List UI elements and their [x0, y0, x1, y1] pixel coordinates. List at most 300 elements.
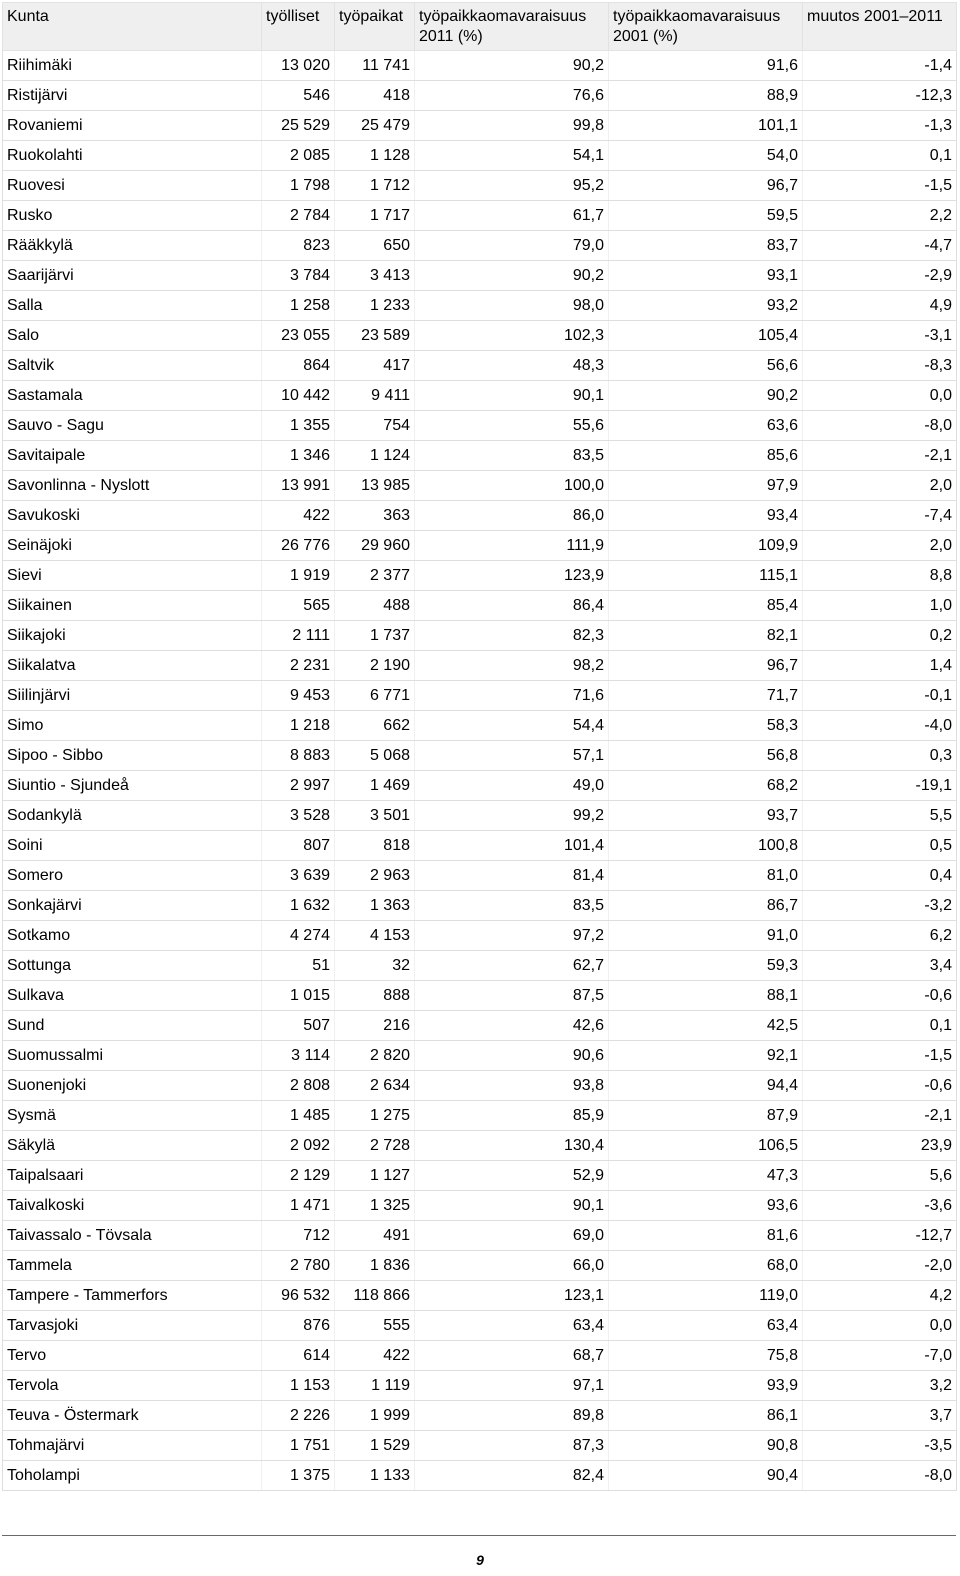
- cell-tyopaikat: 662: [335, 711, 415, 741]
- cell-omavaraisuus-2011: 130,4: [415, 1131, 609, 1161]
- cell-tyolliset: 9 453: [262, 681, 335, 711]
- cell-omavaraisuus-2001: 90,2: [609, 381, 803, 411]
- cell-tyopaikat: 23 589: [335, 321, 415, 351]
- cell-kunta: Tervo: [3, 1341, 262, 1371]
- cell-omavaraisuus-2011: 82,3: [415, 621, 609, 651]
- cell-tyopaikat: 1 469: [335, 771, 415, 801]
- cell-tyolliset: 422: [262, 501, 335, 531]
- cell-muutos: 2,2: [803, 201, 957, 231]
- cell-omavaraisuus-2001: 42,5: [609, 1011, 803, 1041]
- cell-tyopaikat: 2 190: [335, 651, 415, 681]
- cell-tyolliset: 1 798: [262, 171, 335, 201]
- table-row: [3, 1431, 957, 1461]
- cell-omavaraisuus-2001: 101,1: [609, 111, 803, 141]
- cell-kunta: Siilinjärvi: [3, 681, 262, 711]
- cell-kunta: Taivassalo - Tövsala: [3, 1221, 262, 1251]
- cell-kunta: Tammela: [3, 1251, 262, 1281]
- table-row: [3, 1221, 957, 1251]
- cell-kunta: Rovaniemi: [3, 111, 262, 141]
- cell-omavaraisuus-2001: 93,1: [609, 261, 803, 291]
- cell-omavaraisuus-2011: 79,0: [415, 231, 609, 261]
- cell-tyopaikat: 1 363: [335, 891, 415, 921]
- table-row: [3, 711, 957, 741]
- page-number: 9: [476, 1552, 484, 1568]
- cell-kunta: Salla: [3, 291, 262, 321]
- table-row: [3, 111, 957, 141]
- cell-omavaraisuus-2011: 63,4: [415, 1311, 609, 1341]
- cell-tyopaikat: 2 820: [335, 1041, 415, 1071]
- cell-tyolliset: 1 355: [262, 411, 335, 441]
- cell-tyopaikat: 4 153: [335, 921, 415, 951]
- table-row: [3, 1011, 957, 1041]
- cell-tyopaikat: 2 634: [335, 1071, 415, 1101]
- cell-tyopaikat: 1 737: [335, 621, 415, 651]
- cell-omavaraisuus-2001: 59,3: [609, 951, 803, 981]
- header-omavaraisuus-2001: työpaikkaomavaraisuus 2001 (%): [609, 3, 803, 51]
- cell-tyolliset: 807: [262, 831, 335, 861]
- cell-omavaraisuus-2001: 92,1: [609, 1041, 803, 1071]
- cell-kunta: Savukoski: [3, 501, 262, 531]
- cell-tyopaikat: 216: [335, 1011, 415, 1041]
- cell-omavaraisuus-2001: 106,5: [609, 1131, 803, 1161]
- cell-kunta: Saarijärvi: [3, 261, 262, 291]
- cell-omavaraisuus-2011: 83,5: [415, 441, 609, 471]
- cell-tyolliset: 1 919: [262, 561, 335, 591]
- cell-tyolliset: 1 346: [262, 441, 335, 471]
- cell-kunta: Savitaipale: [3, 441, 262, 471]
- table-row: [3, 831, 957, 861]
- cell-muutos: -4,0: [803, 711, 957, 741]
- cell-omavaraisuus-2011: 99,8: [415, 111, 609, 141]
- cell-tyopaikat: 25 479: [335, 111, 415, 141]
- cell-kunta: Sipoo - Sibbo: [3, 741, 262, 771]
- table-row: [3, 561, 957, 591]
- table-row: [3, 171, 957, 201]
- cell-omavaraisuus-2011: 99,2: [415, 801, 609, 831]
- table-row: [3, 51, 957, 81]
- table-row: [3, 441, 957, 471]
- table-row: [3, 1401, 957, 1431]
- table-row: [3, 951, 957, 981]
- cell-omavaraisuus-2011: 90,2: [415, 51, 609, 81]
- cell-omavaraisuus-2001: 96,7: [609, 171, 803, 201]
- cell-muutos: -8,0: [803, 411, 957, 441]
- cell-muutos: -0,6: [803, 1071, 957, 1101]
- cell-muutos: -1,4: [803, 51, 957, 81]
- table-row: [3, 1191, 957, 1221]
- cell-omavaraisuus-2011: 93,8: [415, 1071, 609, 1101]
- cell-tyolliset: 2 085: [262, 141, 335, 171]
- cell-omavaraisuus-2011: 68,7: [415, 1341, 609, 1371]
- cell-muutos: -2,1: [803, 1101, 957, 1131]
- cell-omavaraisuus-2001: 115,1: [609, 561, 803, 591]
- cell-tyolliset: 614: [262, 1341, 335, 1371]
- cell-muutos: -1,5: [803, 1041, 957, 1071]
- cell-omavaraisuus-2011: 49,0: [415, 771, 609, 801]
- cell-tyolliset: 507: [262, 1011, 335, 1041]
- cell-tyolliset: 3 114: [262, 1041, 335, 1071]
- header-omavaraisuus-2011: työpaikkaomavaraisuus 2011 (%): [415, 3, 609, 51]
- cell-muutos: 0,1: [803, 141, 957, 171]
- table-row: [3, 861, 957, 891]
- cell-omavaraisuus-2001: 90,4: [609, 1461, 803, 1491]
- table-row: [3, 471, 957, 501]
- table-row: [3, 621, 957, 651]
- cell-tyolliset: 2 111: [262, 621, 335, 651]
- cell-kunta: Somero: [3, 861, 262, 891]
- cell-kunta: Taipalsaari: [3, 1161, 262, 1191]
- cell-muutos: -1,3: [803, 111, 957, 141]
- cell-omavaraisuus-2011: 97,2: [415, 921, 609, 951]
- cell-omavaraisuus-2011: 48,3: [415, 351, 609, 381]
- cell-tyopaikat: 650: [335, 231, 415, 261]
- cell-muutos: 0,0: [803, 381, 957, 411]
- cell-kunta: Sysmä: [3, 1101, 262, 1131]
- cell-muutos: 0,0: [803, 1311, 957, 1341]
- cell-muutos: 0,3: [803, 741, 957, 771]
- cell-tyolliset: 51: [262, 951, 335, 981]
- cell-omavaraisuus-2011: 62,7: [415, 951, 609, 981]
- table-row: [3, 1341, 957, 1371]
- table-row: [3, 591, 957, 621]
- table-row: [3, 651, 957, 681]
- cell-tyopaikat: 491: [335, 1221, 415, 1251]
- cell-omavaraisuus-2001: 93,9: [609, 1371, 803, 1401]
- cell-kunta: Sund: [3, 1011, 262, 1041]
- table-header-row: [3, 3, 957, 51]
- cell-tyopaikat: 754: [335, 411, 415, 441]
- cell-kunta: Sottunga: [3, 951, 262, 981]
- cell-tyolliset: 2 092: [262, 1131, 335, 1161]
- cell-kunta: Sulkava: [3, 981, 262, 1011]
- cell-omavaraisuus-2011: 90,2: [415, 261, 609, 291]
- table-row: [3, 351, 957, 381]
- cell-tyopaikat: 488: [335, 591, 415, 621]
- footer-divider: [2, 1535, 956, 1536]
- table-row: [3, 1311, 957, 1341]
- table-row: [3, 261, 957, 291]
- table-row: [3, 1101, 957, 1131]
- table-row: [3, 1461, 957, 1491]
- cell-omavaraisuus-2011: 86,0: [415, 501, 609, 531]
- cell-tyolliset: 1 258: [262, 291, 335, 321]
- cell-omavaraisuus-2001: 58,3: [609, 711, 803, 741]
- cell-tyolliset: 823: [262, 231, 335, 261]
- cell-tyopaikat: 417: [335, 351, 415, 381]
- cell-omavaraisuus-2001: 85,6: [609, 441, 803, 471]
- table-row: [3, 891, 957, 921]
- cell-omavaraisuus-2001: 56,8: [609, 741, 803, 771]
- cell-tyopaikat: 2 377: [335, 561, 415, 591]
- table-row: [3, 1371, 957, 1401]
- cell-omavaraisuus-2001: 88,1: [609, 981, 803, 1011]
- table-row: [3, 1161, 957, 1191]
- cell-tyolliset: 2 784: [262, 201, 335, 231]
- cell-omavaraisuus-2001: 91,6: [609, 51, 803, 81]
- cell-tyolliset: 876: [262, 1311, 335, 1341]
- cell-omavaraisuus-2011: 61,7: [415, 201, 609, 231]
- cell-tyolliset: 10 442: [262, 381, 335, 411]
- cell-tyopaikat: 1 133: [335, 1461, 415, 1491]
- header-muutos: muutos 2001–2011: [803, 3, 957, 51]
- cell-tyopaikat: 555: [335, 1311, 415, 1341]
- cell-tyolliset: 1 632: [262, 891, 335, 921]
- cell-muutos: 4,9: [803, 291, 957, 321]
- cell-omavaraisuus-2011: 111,9: [415, 531, 609, 561]
- cell-kunta: Suomussalmi: [3, 1041, 262, 1071]
- cell-tyopaikat: 1 128: [335, 141, 415, 171]
- cell-omavaraisuus-2001: 81,0: [609, 861, 803, 891]
- cell-omavaraisuus-2001: 82,1: [609, 621, 803, 651]
- table-row: [3, 531, 957, 561]
- cell-kunta: Tarvasjoki: [3, 1311, 262, 1341]
- cell-tyolliset: 2 997: [262, 771, 335, 801]
- cell-tyolliset: 13 991: [262, 471, 335, 501]
- cell-tyolliset: 2 780: [262, 1251, 335, 1281]
- cell-muutos: 1,0: [803, 591, 957, 621]
- cell-muutos: 5,5: [803, 801, 957, 831]
- cell-tyopaikat: 1 529: [335, 1431, 415, 1461]
- cell-omavaraisuus-2001: 68,0: [609, 1251, 803, 1281]
- cell-omavaraisuus-2011: 81,4: [415, 861, 609, 891]
- cell-omavaraisuus-2011: 87,5: [415, 981, 609, 1011]
- cell-tyolliset: 25 529: [262, 111, 335, 141]
- cell-tyolliset: 8 883: [262, 741, 335, 771]
- cell-kunta: Rusko: [3, 201, 262, 231]
- cell-tyopaikat: 1 275: [335, 1101, 415, 1131]
- table-row: [3, 1041, 957, 1071]
- cell-omavaraisuus-2001: 83,7: [609, 231, 803, 261]
- cell-omavaraisuus-2011: 66,0: [415, 1251, 609, 1281]
- cell-omavaraisuus-2001: 56,6: [609, 351, 803, 381]
- cell-tyopaikat: 1 124: [335, 441, 415, 471]
- cell-kunta: Sastamala: [3, 381, 262, 411]
- cell-tyopaikat: 1 325: [335, 1191, 415, 1221]
- cell-muutos: -4,7: [803, 231, 957, 261]
- table-row: [3, 321, 957, 351]
- cell-kunta: Siuntio - Sjundeå: [3, 771, 262, 801]
- cell-omavaraisuus-2011: 85,9: [415, 1101, 609, 1131]
- table-row: [3, 291, 957, 321]
- table-row: [3, 1251, 957, 1281]
- cell-muutos: -19,1: [803, 771, 957, 801]
- cell-omavaraisuus-2001: 68,2: [609, 771, 803, 801]
- cell-omavaraisuus-2001: 93,2: [609, 291, 803, 321]
- cell-omavaraisuus-2011: 98,0: [415, 291, 609, 321]
- cell-omavaraisuus-2001: 47,3: [609, 1161, 803, 1191]
- cell-omavaraisuus-2011: 86,4: [415, 591, 609, 621]
- cell-omavaraisuus-2011: 69,0: [415, 1221, 609, 1251]
- table-body: [3, 51, 957, 1491]
- cell-tyolliset: 13 020: [262, 51, 335, 81]
- cell-omavaraisuus-2011: 83,5: [415, 891, 609, 921]
- table-row: [3, 1281, 957, 1311]
- cell-tyolliset: 3 784: [262, 261, 335, 291]
- cell-tyolliset: 2 808: [262, 1071, 335, 1101]
- cell-omavaraisuus-2011: 95,2: [415, 171, 609, 201]
- cell-tyopaikat: 1 127: [335, 1161, 415, 1191]
- cell-omavaraisuus-2001: 63,6: [609, 411, 803, 441]
- cell-tyopaikat: 5 068: [335, 741, 415, 771]
- cell-tyopaikat: 11 741: [335, 51, 415, 81]
- cell-omavaraisuus-2001: 54,0: [609, 141, 803, 171]
- cell-kunta: Ristijärvi: [3, 81, 262, 111]
- table-row: [3, 501, 957, 531]
- cell-omavaraisuus-2011: 90,6: [415, 1041, 609, 1071]
- cell-tyopaikat: 1 999: [335, 1401, 415, 1431]
- cell-omavaraisuus-2011: 76,6: [415, 81, 609, 111]
- cell-muutos: 8,8: [803, 561, 957, 591]
- cell-tyolliset: 712: [262, 1221, 335, 1251]
- cell-omavaraisuus-2011: 87,3: [415, 1431, 609, 1461]
- cell-muutos: 2,0: [803, 471, 957, 501]
- cell-muutos: 3,2: [803, 1371, 957, 1401]
- cell-tyopaikat: 6 771: [335, 681, 415, 711]
- table-row: [3, 771, 957, 801]
- cell-tyopaikat: 418: [335, 81, 415, 111]
- cell-muutos: -3,5: [803, 1431, 957, 1461]
- cell-tyopaikat: 9 411: [335, 381, 415, 411]
- cell-kunta: Sotkamo: [3, 921, 262, 951]
- cell-omavaraisuus-2001: 93,6: [609, 1191, 803, 1221]
- cell-muutos: -2,0: [803, 1251, 957, 1281]
- cell-muutos: -12,7: [803, 1221, 957, 1251]
- cell-omavaraisuus-2011: 89,8: [415, 1401, 609, 1431]
- cell-omavaraisuus-2011: 42,6: [415, 1011, 609, 1041]
- cell-kunta: Tervola: [3, 1371, 262, 1401]
- table-row: [3, 81, 957, 111]
- cell-omavaraisuus-2011: 82,4: [415, 1461, 609, 1491]
- cell-omavaraisuus-2001: 88,9: [609, 81, 803, 111]
- cell-muutos: 0,1: [803, 1011, 957, 1041]
- cell-muutos: -7,0: [803, 1341, 957, 1371]
- table-row: [3, 1131, 957, 1161]
- cell-kunta: Siikajoki: [3, 621, 262, 651]
- header-tyopaikat: työpaikat: [335, 3, 415, 51]
- cell-omavaraisuus-2001: 93,4: [609, 501, 803, 531]
- cell-kunta: Tohmajärvi: [3, 1431, 262, 1461]
- cell-omavaraisuus-2001: 96,7: [609, 651, 803, 681]
- cell-kunta: Ruovesi: [3, 171, 262, 201]
- cell-kunta: Teuva - Östermark: [3, 1401, 262, 1431]
- cell-omavaraisuus-2011: 54,4: [415, 711, 609, 741]
- cell-kunta: Ruokolahti: [3, 141, 262, 171]
- cell-tyolliset: 864: [262, 351, 335, 381]
- cell-omavaraisuus-2001: 71,7: [609, 681, 803, 711]
- table-row: [3, 201, 957, 231]
- table-row: [3, 801, 957, 831]
- cell-muutos: -2,9: [803, 261, 957, 291]
- cell-muutos: -3,2: [803, 891, 957, 921]
- table-row: [3, 141, 957, 171]
- cell-omavaraisuus-2011: 55,6: [415, 411, 609, 441]
- cell-omavaraisuus-2011: 90,1: [415, 381, 609, 411]
- cell-muutos: -3,6: [803, 1191, 957, 1221]
- cell-omavaraisuus-2001: 93,7: [609, 801, 803, 831]
- cell-omavaraisuus-2001: 59,5: [609, 201, 803, 231]
- cell-omavaraisuus-2011: 123,1: [415, 1281, 609, 1311]
- cell-kunta: Savonlinna - Nyslott: [3, 471, 262, 501]
- cell-tyopaikat: 1 119: [335, 1371, 415, 1401]
- cell-tyopaikat: 32: [335, 951, 415, 981]
- cell-tyolliset: 23 055: [262, 321, 335, 351]
- cell-omavaraisuus-2001: 91,0: [609, 921, 803, 951]
- cell-tyolliset: 96 532: [262, 1281, 335, 1311]
- header-kunta: Kunta: [3, 3, 262, 51]
- cell-muutos: 3,4: [803, 951, 957, 981]
- cell-tyopaikat: 1 836: [335, 1251, 415, 1281]
- cell-tyolliset: 4 274: [262, 921, 335, 951]
- cell-tyopaikat: 118 866: [335, 1281, 415, 1311]
- cell-tyolliset: 1 015: [262, 981, 335, 1011]
- cell-tyolliset: 565: [262, 591, 335, 621]
- cell-tyolliset: 546: [262, 81, 335, 111]
- cell-muutos: -12,3: [803, 81, 957, 111]
- cell-omavaraisuus-2001: 86,7: [609, 891, 803, 921]
- cell-kunta: Suonenjoki: [3, 1071, 262, 1101]
- cell-kunta: Sievi: [3, 561, 262, 591]
- cell-kunta: Tampere - Tammerfors: [3, 1281, 262, 1311]
- cell-omavaraisuus-2001: 85,4: [609, 591, 803, 621]
- cell-kunta: Siikalatva: [3, 651, 262, 681]
- cell-omavaraisuus-2001: 119,0: [609, 1281, 803, 1311]
- cell-kunta: Riihimäki: [3, 51, 262, 81]
- cell-omavaraisuus-2001: 81,6: [609, 1221, 803, 1251]
- cell-tyolliset: 1 218: [262, 711, 335, 741]
- table-row: [3, 1071, 957, 1101]
- cell-tyopaikat: 422: [335, 1341, 415, 1371]
- cell-omavaraisuus-2011: 123,9: [415, 561, 609, 591]
- cell-tyolliset: 2 129: [262, 1161, 335, 1191]
- cell-tyolliset: 1 485: [262, 1101, 335, 1131]
- cell-tyopaikat: 3 413: [335, 261, 415, 291]
- cell-kunta: Taivalkoski: [3, 1191, 262, 1221]
- cell-omavaraisuus-2011: 57,1: [415, 741, 609, 771]
- cell-kunta: Säkylä: [3, 1131, 262, 1161]
- cell-muutos: -7,4: [803, 501, 957, 531]
- cell-tyolliset: 1 375: [262, 1461, 335, 1491]
- cell-kunta: Salo: [3, 321, 262, 351]
- cell-muutos: 0,5: [803, 831, 957, 861]
- cell-omavaraisuus-2001: 97,9: [609, 471, 803, 501]
- cell-tyopaikat: 1 717: [335, 201, 415, 231]
- cell-omavaraisuus-2001: 109,9: [609, 531, 803, 561]
- cell-tyopaikat: 1 233: [335, 291, 415, 321]
- cell-muutos: 6,2: [803, 921, 957, 951]
- cell-omavaraisuus-2001: 105,4: [609, 321, 803, 351]
- cell-omavaraisuus-2011: 101,4: [415, 831, 609, 861]
- cell-kunta: Siikainen: [3, 591, 262, 621]
- cell-tyolliset: 3 528: [262, 801, 335, 831]
- cell-muutos: -2,1: [803, 441, 957, 471]
- header-tyolliset: työlliset: [262, 3, 335, 51]
- cell-omavaraisuus-2011: 102,3: [415, 321, 609, 351]
- cell-tyolliset: 26 776: [262, 531, 335, 561]
- cell-muutos: 23,9: [803, 1131, 957, 1161]
- cell-kunta: Rääkkylä: [3, 231, 262, 261]
- cell-tyopaikat: 1 712: [335, 171, 415, 201]
- cell-kunta: Sodankylä: [3, 801, 262, 831]
- cell-muutos: 2,0: [803, 531, 957, 561]
- cell-omavaraisuus-2001: 90,8: [609, 1431, 803, 1461]
- cell-tyolliset: 2 226: [262, 1401, 335, 1431]
- cell-tyopaikat: 363: [335, 501, 415, 531]
- cell-tyolliset: 1 471: [262, 1191, 335, 1221]
- cell-muutos: -0,6: [803, 981, 957, 1011]
- cell-omavaraisuus-2011: 98,2: [415, 651, 609, 681]
- cell-muutos: -0,1: [803, 681, 957, 711]
- cell-muutos: 1,4: [803, 651, 957, 681]
